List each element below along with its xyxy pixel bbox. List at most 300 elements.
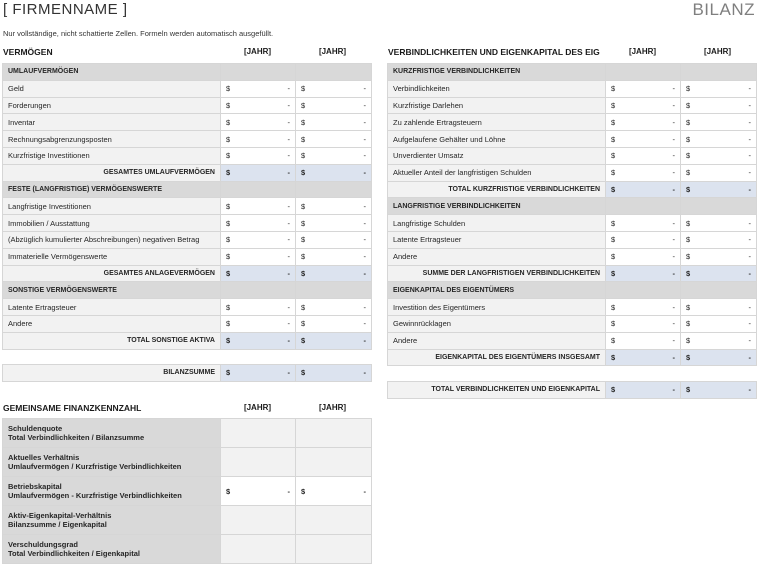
year2-value-cell[interactable] xyxy=(681,299,757,316)
table-row xyxy=(3,198,372,215)
cell-value: - xyxy=(363,302,366,312)
liabilities-grand-total-year1[interactable] xyxy=(606,382,681,399)
cell-value: - xyxy=(363,486,366,496)
equity-total-label: EIGENKAPITAL DES EIGENTÜMERS INSGESAMT xyxy=(388,349,606,366)
liabilities-year2-header[interactable]: [JAHR] xyxy=(703,47,732,56)
currency-symbol: $ xyxy=(686,319,691,329)
row-label: Andere xyxy=(388,332,606,349)
ratio-label xyxy=(3,506,221,535)
table-row xyxy=(388,114,757,131)
cell-value: - xyxy=(748,385,751,395)
currency-symbol: $ xyxy=(611,218,616,228)
currency-symbol: $ xyxy=(301,235,306,245)
liabilities-grand-total-label: TOTAL VERBINDLICHKEITEN UND EIGENKAPITAL xyxy=(388,382,606,399)
currency-symbol: $ xyxy=(301,117,306,127)
current-total-year2[interactable] xyxy=(681,181,757,198)
row-label: Kurzfristige Darlehen xyxy=(388,97,606,114)
table-row xyxy=(3,114,372,131)
table-row xyxy=(3,315,372,332)
ratios-year1-header[interactable]: [JAHR] xyxy=(243,403,272,412)
year1-value-cell[interactable] xyxy=(606,80,681,97)
currency-symbol: $ xyxy=(226,486,231,496)
cell-value: - xyxy=(672,319,675,329)
year1-value-cell[interactable] xyxy=(606,97,681,114)
other-total-row xyxy=(3,332,372,349)
cell-value: - xyxy=(363,218,366,228)
year1-value-cell[interactable] xyxy=(606,299,681,316)
year1-value-cell[interactable] xyxy=(606,332,681,349)
year1-value-cell[interactable] xyxy=(221,97,296,114)
year2-value-cell[interactable] xyxy=(296,315,372,332)
currency-symbol: $ xyxy=(301,319,306,329)
cell-value: - xyxy=(748,235,751,245)
cell-value: - xyxy=(748,302,751,312)
year2-value-cell[interactable] xyxy=(681,231,757,248)
row-label: Aktueller Anteil der langfristigen Schulden xyxy=(388,164,606,181)
group-fill xyxy=(681,282,757,299)
cell-value: - xyxy=(748,252,751,262)
currency-symbol: $ xyxy=(686,151,691,161)
currency-symbol: $ xyxy=(226,268,231,278)
table-row xyxy=(388,315,757,332)
currency-symbol: $ xyxy=(301,201,306,211)
ratio-name: Betriebskapital xyxy=(8,482,62,491)
table-row xyxy=(388,131,757,148)
ratio-year2-value[interactable] xyxy=(296,535,372,564)
current-group-title: UMLAUFVERMÖGEN xyxy=(3,64,221,81)
table-row xyxy=(388,299,757,316)
table-row xyxy=(3,248,372,265)
row-label: Unverdienter Umsatz xyxy=(388,147,606,164)
year2-value-cell[interactable] xyxy=(296,80,372,97)
currency-symbol: $ xyxy=(611,268,616,278)
currency-symbol: $ xyxy=(301,368,306,378)
row-label: Rechnungsabgrenzungsposten xyxy=(3,131,221,148)
currency-symbol: $ xyxy=(301,151,306,161)
cell-value: - xyxy=(287,252,290,262)
cell-value: - xyxy=(363,84,366,94)
year2-value-cell[interactable] xyxy=(296,97,372,114)
row-label: Andere xyxy=(3,315,221,332)
ratio-formula: Umlaufvermögen / Kurzfristige Verbindlichkeiten xyxy=(8,462,182,471)
liabilities-heading: VERBINDLICHKEITEN UND EIGENKAPITAL DES EIG xyxy=(388,47,600,57)
ratio-row xyxy=(3,535,372,564)
current-total-label: TOTAL KURZFRISTIGE VERBINDLICHKEITEN xyxy=(388,181,606,198)
assets-table xyxy=(2,63,372,350)
year1-value-cell[interactable] xyxy=(221,147,296,164)
ratio-name: Aktiv-Eigenkapital-Verhältnis xyxy=(8,511,112,520)
fixed-total-year1[interactable] xyxy=(221,265,296,282)
year2-value-cell[interactable] xyxy=(296,198,372,215)
liabilities-table xyxy=(387,63,757,366)
row-label: Immobilien / Ausstattung xyxy=(3,215,221,232)
cell-value: - xyxy=(363,368,366,378)
fixed-total-row xyxy=(3,265,372,282)
cell-value: - xyxy=(748,151,751,161)
cell-value: - xyxy=(672,352,675,362)
currency-symbol: $ xyxy=(686,134,691,144)
year2-value-cell[interactable] xyxy=(681,164,757,181)
year2-value-cell[interactable] xyxy=(681,131,757,148)
row-label: Inventar xyxy=(3,114,221,131)
assets-grand-total-year2[interactable] xyxy=(296,365,372,382)
currency-symbol: $ xyxy=(301,100,306,110)
year2-value-cell[interactable] xyxy=(296,114,372,131)
assets-grand-total-label: BILANZSUMME xyxy=(3,365,221,382)
current-total-label: GESAMTES UMLAUFVERMÖGEN xyxy=(3,164,221,181)
ratio-formula: Total Verbindlichkeiten / Eigenkapital xyxy=(8,549,140,558)
year1-value-cell[interactable] xyxy=(606,147,681,164)
table-row xyxy=(3,131,372,148)
currency-symbol: $ xyxy=(686,84,691,94)
fixed-group-row xyxy=(3,181,372,198)
assets-grand-total-row xyxy=(3,365,372,382)
currency-symbol: $ xyxy=(301,268,306,278)
cell-value: - xyxy=(287,117,290,127)
currency-symbol: $ xyxy=(301,336,306,346)
assets-grand-total-year1[interactable] xyxy=(221,365,296,382)
currency-symbol: $ xyxy=(226,134,231,144)
year1-value-cell[interactable] xyxy=(606,164,681,181)
ratio-label xyxy=(3,477,221,506)
currency-symbol: $ xyxy=(611,134,616,144)
group-fill xyxy=(296,282,372,299)
longterm-group-row xyxy=(388,198,757,215)
equity-group-row xyxy=(388,282,757,299)
longterm-total-year2[interactable] xyxy=(681,265,757,282)
ratio-name: Schuldenquote xyxy=(8,424,63,433)
group-fill xyxy=(606,64,681,81)
ratios-heading: GEMEINSAME FINANZKENNZAHL xyxy=(3,403,142,413)
cell-value: - xyxy=(287,319,290,329)
currency-symbol: $ xyxy=(611,117,616,127)
table-row xyxy=(3,80,372,97)
ratio-label xyxy=(3,535,221,564)
fixed-total-year2[interactable] xyxy=(296,265,372,282)
ratio-name: Aktuelles Verhältnis xyxy=(8,453,80,462)
currency-symbol: $ xyxy=(611,84,616,94)
cell-value: - xyxy=(672,302,675,312)
other-group-row xyxy=(3,282,372,299)
currency-symbol: $ xyxy=(611,100,616,110)
currency-symbol: $ xyxy=(611,352,616,362)
cell-value: - xyxy=(363,201,366,211)
assets-year1-header[interactable]: [JAHR] xyxy=(243,47,272,56)
ratio-name: Verschuldungsgrad xyxy=(8,540,79,549)
row-label: Investition des Eigentümers xyxy=(388,299,606,316)
cell-value: - xyxy=(748,117,751,127)
cell-value: - xyxy=(672,168,675,178)
cell-value: - xyxy=(672,252,675,262)
currency-symbol: $ xyxy=(611,184,616,194)
cell-value: - xyxy=(287,201,290,211)
year1-value-cell[interactable] xyxy=(606,315,681,332)
group-fill xyxy=(221,282,296,299)
table-row xyxy=(388,80,757,97)
cell-value: - xyxy=(287,151,290,161)
table-row xyxy=(388,147,757,164)
cell-value: - xyxy=(748,218,751,228)
currency-symbol: $ xyxy=(686,218,691,228)
currency-symbol: $ xyxy=(301,486,306,496)
ratio-row xyxy=(3,477,372,506)
cell-value: - xyxy=(363,117,366,127)
cell-value: - xyxy=(672,100,675,110)
table-row xyxy=(388,231,757,248)
cell-value: - xyxy=(287,368,290,378)
currency-symbol: $ xyxy=(611,151,616,161)
ratio-year1-value[interactable] xyxy=(221,535,296,564)
currency-symbol: $ xyxy=(226,336,231,346)
longterm-group-title: LANGFRISTIGE VERBINDLICHKEITEN xyxy=(388,198,606,215)
year1-value-cell[interactable] xyxy=(221,248,296,265)
year2-value-cell[interactable] xyxy=(681,147,757,164)
table-row xyxy=(3,147,372,164)
cell-value: - xyxy=(363,268,366,278)
table-row xyxy=(3,231,372,248)
table-row xyxy=(388,215,757,232)
cell-value: - xyxy=(287,100,290,110)
group-fill xyxy=(606,282,681,299)
cell-value: - xyxy=(672,218,675,228)
cell-value: - xyxy=(363,252,366,262)
cell-value: - xyxy=(363,319,366,329)
equity-total-row xyxy=(388,349,757,366)
currency-symbol: $ xyxy=(226,117,231,127)
ratios-year2-header[interactable]: [JAHR] xyxy=(318,403,347,412)
current-total-year2[interactable] xyxy=(296,164,372,181)
cell-value: - xyxy=(363,100,366,110)
group-fill xyxy=(606,198,681,215)
currency-symbol: $ xyxy=(226,368,231,378)
year1-value-cell[interactable] xyxy=(221,299,296,316)
currency-symbol: $ xyxy=(301,168,306,178)
cell-value: - xyxy=(363,168,366,178)
cell-value: - xyxy=(287,268,290,278)
group-fill xyxy=(681,198,757,215)
longterm-total-row xyxy=(388,265,757,282)
currency-symbol: $ xyxy=(226,151,231,161)
currency-symbol: $ xyxy=(226,168,231,178)
cell-value: - xyxy=(363,134,366,144)
ratio-row xyxy=(3,448,372,477)
cell-value: - xyxy=(748,168,751,178)
row-label: Latente Ertragsteuer xyxy=(388,231,606,248)
table-row xyxy=(3,299,372,316)
cell-value: - xyxy=(672,84,675,94)
other-total-label: TOTAL SONSTIGE AKTIVA xyxy=(3,332,221,349)
equity-group-title: EIGENKAPITAL DES EIGENTÜMERS xyxy=(388,282,606,299)
year2-value-cell[interactable] xyxy=(296,215,372,232)
year1-value-cell[interactable] xyxy=(221,215,296,232)
cell-value: - xyxy=(748,84,751,94)
cell-value: - xyxy=(672,268,675,278)
currency-symbol: $ xyxy=(611,336,616,346)
currency-symbol: $ xyxy=(686,352,691,362)
table-row xyxy=(3,97,372,114)
year1-value-cell[interactable] xyxy=(606,114,681,131)
currency-symbol: $ xyxy=(686,100,691,110)
ratio-year1-value[interactable] xyxy=(221,477,296,506)
currency-symbol: $ xyxy=(686,235,691,245)
current-total-year1[interactable] xyxy=(606,181,681,198)
cell-value: - xyxy=(748,319,751,329)
ratio-formula: Bilanzsumme / Eigenkapital xyxy=(8,520,107,529)
equity-total-year2[interactable] xyxy=(681,349,757,366)
fixed-group-title: FESTE (LANGFRISTIGE) VERMÖGENSWERTE xyxy=(3,181,221,198)
year2-value-cell[interactable] xyxy=(681,97,757,114)
currency-symbol: $ xyxy=(686,302,691,312)
liabilities-grand-total-year2[interactable] xyxy=(681,382,757,399)
currency-symbol: $ xyxy=(611,319,616,329)
ratio-year2-value[interactable] xyxy=(296,419,372,448)
year1-value-cell[interactable] xyxy=(606,248,681,265)
cell-value: - xyxy=(287,235,290,245)
currency-symbol: $ xyxy=(611,385,616,395)
year1-value-cell[interactable] xyxy=(221,315,296,332)
table-row xyxy=(388,164,757,181)
cell-value: - xyxy=(748,100,751,110)
cell-value: - xyxy=(748,336,751,346)
current-total-year1[interactable] xyxy=(221,164,296,181)
currency-symbol: $ xyxy=(611,252,616,262)
equity-total-year1[interactable] xyxy=(606,349,681,366)
currency-symbol: $ xyxy=(226,201,231,211)
year1-value-cell[interactable] xyxy=(606,215,681,232)
liabilities-grand-total-row xyxy=(388,382,757,399)
currency-symbol: $ xyxy=(226,319,231,329)
year1-value-cell[interactable] xyxy=(606,131,681,148)
currency-symbol: $ xyxy=(686,117,691,127)
ratio-formula: Total Verbindlichkeiten / Bilanzsumme xyxy=(8,433,145,442)
row-label: Kurzfristige Investitionen xyxy=(3,147,221,164)
company-name[interactable]: [ FIRMENNAME ] xyxy=(3,1,128,18)
other-group-title: SONSTIGE VERMÖGENSWERTE xyxy=(3,282,221,299)
year2-value-cell[interactable] xyxy=(296,147,372,164)
ratio-year1-value[interactable] xyxy=(221,448,296,477)
currency-symbol: $ xyxy=(301,252,306,262)
currency-symbol: $ xyxy=(686,168,691,178)
row-label: Aufgelaufene Gehälter und Löhne xyxy=(388,131,606,148)
year1-value-cell[interactable] xyxy=(606,231,681,248)
assets-year2-header[interactable]: [JAHR] xyxy=(318,47,347,56)
cell-value: - xyxy=(672,151,675,161)
instruction-note: Nur vollständige, nicht schattierte Zellen. Formeln werden automatisch ausgefüllt. xyxy=(3,29,274,38)
group-fill xyxy=(296,181,372,198)
current-total-row xyxy=(3,164,372,181)
row-label: Zu zahlende Ertragsteuern xyxy=(388,114,606,131)
currency-symbol: $ xyxy=(301,218,306,228)
row-label: Gewinnrücklagen xyxy=(388,315,606,332)
year1-value-cell[interactable] xyxy=(221,114,296,131)
year2-value-cell[interactable] xyxy=(681,248,757,265)
ratio-label xyxy=(3,419,221,448)
currency-symbol: $ xyxy=(686,336,691,346)
row-label: Immaterielle Vermögenswerte xyxy=(3,248,221,265)
cell-value: - xyxy=(672,336,675,346)
ratio-year2-value[interactable] xyxy=(296,477,372,506)
cell-value: - xyxy=(748,352,751,362)
currency-symbol: $ xyxy=(301,302,306,312)
row-label: Andere xyxy=(388,248,606,265)
row-label: Latente Ertragsteuer xyxy=(3,299,221,316)
currency-symbol: $ xyxy=(611,302,616,312)
table-row xyxy=(388,97,757,114)
year2-value-cell[interactable] xyxy=(681,332,757,349)
year2-value-cell[interactable] xyxy=(296,131,372,148)
table-row xyxy=(388,248,757,265)
row-label: Langfristige Schulden xyxy=(388,215,606,232)
year2-value-cell[interactable] xyxy=(296,231,372,248)
year1-value-cell[interactable] xyxy=(221,131,296,148)
ratio-year2-value[interactable] xyxy=(296,506,372,535)
longterm-total-label: SUMME DER LANGFRISTIGEN VERBINDLICHKEITEN xyxy=(388,265,606,282)
row-label: Forderungen xyxy=(3,97,221,114)
other-total-year1[interactable] xyxy=(221,332,296,349)
assets-grand-total-table xyxy=(2,364,372,382)
year2-value-cell[interactable] xyxy=(681,114,757,131)
currency-symbol: $ xyxy=(686,385,691,395)
currency-symbol: $ xyxy=(686,252,691,262)
cell-value: - xyxy=(748,268,751,278)
ratio-year1-value[interactable] xyxy=(221,419,296,448)
group-fill xyxy=(296,64,372,81)
longterm-total-year1[interactable] xyxy=(606,265,681,282)
currency-symbol: $ xyxy=(686,268,691,278)
cell-value: - xyxy=(748,184,751,194)
year2-value-cell[interactable] xyxy=(681,315,757,332)
cell-value: - xyxy=(672,117,675,127)
year1-value-cell[interactable] xyxy=(221,231,296,248)
ratio-year2-value[interactable] xyxy=(296,448,372,477)
currency-symbol: $ xyxy=(301,84,306,94)
year2-value-cell[interactable] xyxy=(681,215,757,232)
currency-symbol: $ xyxy=(226,218,231,228)
ratio-formula: Umlaufvermögen - Kurzfristige Verbindlichkeiten xyxy=(8,491,182,500)
cell-value: - xyxy=(287,134,290,144)
year1-value-cell[interactable] xyxy=(221,80,296,97)
current-group-row xyxy=(3,64,372,81)
cell-value: - xyxy=(363,336,366,346)
current-total-row xyxy=(388,181,757,198)
year2-value-cell[interactable] xyxy=(296,248,372,265)
current-group-row xyxy=(388,64,757,81)
ratio-year1-value[interactable] xyxy=(221,506,296,535)
currency-symbol: $ xyxy=(226,302,231,312)
sheet-title: BILANZ xyxy=(692,0,755,19)
year1-value-cell[interactable] xyxy=(221,198,296,215)
row-label: (Abzüglich kumulierter Abschreibungen) negativen Betrag xyxy=(3,231,221,248)
cell-value: - xyxy=(672,184,675,194)
currency-symbol: $ xyxy=(226,100,231,110)
currency-symbol: $ xyxy=(611,168,616,178)
year2-value-cell[interactable] xyxy=(681,80,757,97)
currency-symbol: $ xyxy=(611,235,616,245)
cell-value: - xyxy=(287,302,290,312)
currency-symbol: $ xyxy=(226,252,231,262)
group-fill xyxy=(221,181,296,198)
cell-value: - xyxy=(363,235,366,245)
cell-value: - xyxy=(363,151,366,161)
cell-value: - xyxy=(672,235,675,245)
group-fill xyxy=(681,64,757,81)
year2-value-cell[interactable] xyxy=(296,299,372,316)
assets-heading: VERMÖGEN xyxy=(3,47,53,57)
liabilities-year1-header[interactable]: [JAHR] xyxy=(628,47,657,56)
cell-value: - xyxy=(287,218,290,228)
other-total-year2[interactable] xyxy=(296,332,372,349)
currency-symbol: $ xyxy=(301,134,306,144)
